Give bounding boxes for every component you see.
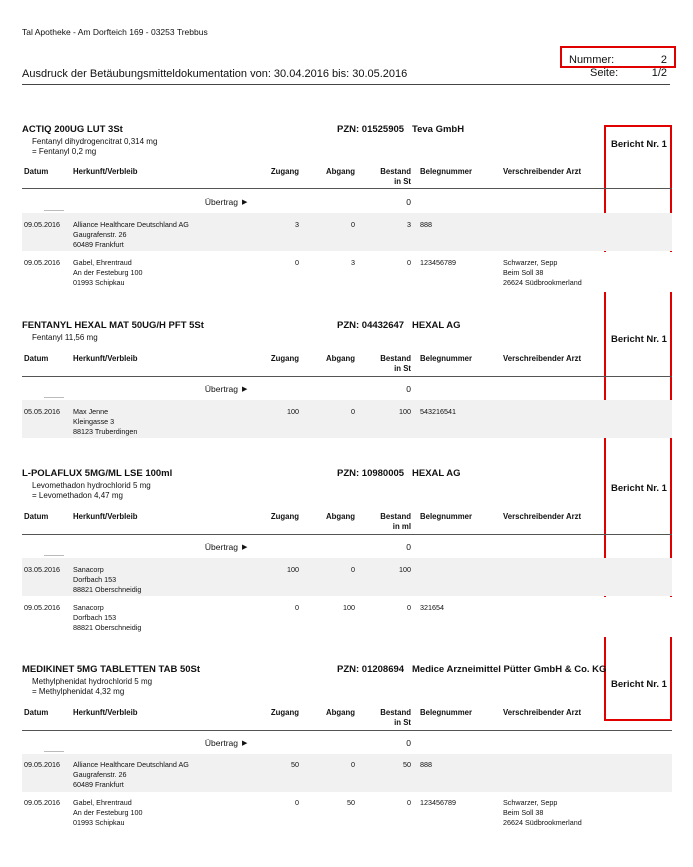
row-arzt-line2: Beim Soll 38 — [503, 268, 544, 277]
uebertrag-label: Übertrag — [204, 738, 238, 748]
row-separator — [44, 210, 64, 211]
product-equivalent: = Methylphenidat 4,32 mg — [32, 687, 125, 696]
row-datum: 03.05.2016 — [24, 565, 60, 574]
row-herkunft-line1: Alliance Healthcare Deutschland AG — [73, 760, 189, 769]
col-belegnummer: Belegnummer — [420, 354, 472, 363]
row-arzt-line1: Schwarzer, Sepp — [503, 798, 558, 807]
product-pzn: PZN: 04432647 — [337, 320, 405, 331]
row-bestand: 0 — [407, 603, 411, 612]
nummer-label: Nummer: — [569, 54, 615, 66]
row-herkunft-line2: Gaugrafenstr. 26 — [73, 230, 127, 239]
uebertrag-label: Übertrag — [204, 542, 238, 552]
play-arrow-icon: ▶ — [242, 386, 248, 393]
col-datum: Datum — [24, 512, 49, 521]
product-name: MEDIKINET 5MG TABLETTEN TAB 50St — [22, 664, 201, 675]
row-beleg: 123456789 — [420, 258, 456, 267]
page-title: Ausdruck der Betäubungsmitteldokumentation von: 30.04.2016 bis: 30.05.2016 — [22, 68, 408, 80]
col-zugang: Zugang — [270, 167, 299, 176]
column-rule — [22, 188, 672, 189]
col-belegnummer: Belegnummer — [420, 512, 472, 521]
pharmacy-address: Tal Apotheke - Am Dorfteich 169 - 03253 Trebbus — [22, 27, 208, 37]
row-beleg: 543216541 — [420, 407, 456, 416]
col-datum: Datum — [24, 167, 49, 176]
row-herkunft-line1: Max Jenne — [73, 407, 109, 416]
seite-value: 1/2 — [651, 67, 667, 79]
product-maker: HEXAL AG — [412, 320, 461, 331]
row-abgang: 50 — [347, 798, 355, 807]
row-datum: 05.05.2016 — [24, 407, 60, 416]
row-zugang: 100 — [287, 565, 299, 574]
header-rule — [22, 84, 670, 85]
col-unit: in ml — [392, 522, 411, 531]
uebertrag-label: Übertrag — [204, 197, 238, 207]
row-datum: 09.05.2016 — [24, 258, 60, 267]
col-arzt: Verschreibender Arzt — [503, 354, 582, 363]
product-pzn: PZN: 01525905 — [337, 124, 405, 135]
col-abgang: Abgang — [325, 512, 355, 521]
row-zugang: 100 — [287, 407, 299, 416]
product-name: ACTIQ 200UG LUT 3St — [22, 124, 123, 135]
uebertrag-value: 0 — [406, 197, 411, 207]
row-bestand: 0 — [407, 258, 411, 267]
row-bestand: 0 — [407, 798, 411, 807]
col-herkunft: Herkunft/Verbleib — [73, 708, 138, 717]
col-arzt: Verschreibender Arzt — [503, 512, 582, 521]
row-arzt-line3: 26624 Südbrookmerland — [503, 818, 582, 827]
product-ingredient: Fentanyl 11,56 mg — [32, 333, 98, 342]
row-arzt-line3: 26624 Südbrookmerland — [503, 278, 582, 287]
bericht-label: Bericht Nr. 1 — [611, 679, 667, 690]
product-ingredient: Methylphenidat hydrochlorid 5 mg — [32, 677, 153, 686]
row-datum: 09.05.2016 — [24, 220, 60, 229]
row-bestand: 100 — [399, 565, 411, 574]
row-abgang: 3 — [351, 258, 355, 267]
col-zugang: Zugang — [270, 512, 299, 521]
row-zugang: 0 — [295, 798, 299, 807]
nummer-highlight-box — [560, 46, 676, 68]
row-bestand: 100 — [399, 407, 411, 416]
product-ingredient: Fentanyl dihydrogencitrat 0,314 mg — [32, 137, 158, 146]
row-herkunft-line1: Gabel, Ehrentraud — [73, 798, 132, 807]
col-herkunft: Herkunft/Verbleib — [73, 354, 138, 363]
row-herkunft-line3: 01993 Schipkau — [73, 278, 125, 287]
row-bestand: 50 — [403, 760, 411, 769]
row-datum: 09.05.2016 — [24, 760, 60, 769]
row-beleg: 123456789 — [420, 798, 456, 807]
row-zugang: 3 — [295, 220, 299, 229]
row-herkunft-line2: An der Festeburg 100 — [73, 268, 143, 277]
col-unit: in St — [394, 718, 411, 727]
row-beleg: 321654 — [420, 603, 444, 612]
column-rule — [22, 534, 672, 535]
col-arzt: Verschreibender Arzt — [503, 708, 582, 717]
col-belegnummer: Belegnummer — [420, 708, 472, 717]
col-datum: Datum — [24, 708, 49, 717]
col-bestand: Bestand — [380, 354, 411, 363]
product-equivalent: = Levomethadon 4,47 mg — [32, 491, 123, 500]
product-maker: HEXAL AG — [412, 468, 461, 479]
seite-label: Seite: — [590, 67, 619, 79]
row-herkunft-line1: Alliance Healthcare Deutschland AG — [73, 220, 189, 229]
row-separator — [44, 751, 64, 752]
col-abgang: Abgang — [325, 167, 355, 176]
col-herkunft: Herkunft/Verbleib — [73, 167, 138, 176]
col-bestand: Bestand — [380, 167, 411, 176]
row-arzt-line2: Beim Soll 38 — [503, 808, 544, 817]
bericht-label: Bericht Nr. 1 — [611, 334, 667, 345]
row-herkunft-line2: An der Festeburg 100 — [73, 808, 143, 817]
bericht-label: Bericht Nr. 1 — [611, 483, 667, 494]
col-abgang: Abgang — [325, 354, 355, 363]
product-maker: Medice Arzneimittel Pütter GmbH & Co. KG — [412, 664, 607, 675]
bericht-label: Bericht Nr. 1 — [611, 139, 667, 150]
row-bestand: 3 — [407, 220, 411, 229]
row-herkunft-line3: 01993 Schipkau — [73, 818, 125, 827]
row-zugang: 0 — [295, 258, 299, 267]
row-herkunft-line3: 60489 Frankfurt — [73, 240, 124, 249]
row-abgang: 0 — [351, 407, 355, 416]
row-herkunft-line3: 88821 Oberschneidig — [73, 585, 142, 594]
col-bestand: Bestand — [380, 708, 411, 717]
row-herkunft-line3: 88821 Oberschneidig — [73, 623, 142, 632]
row-herkunft-line3: 60489 Frankfurt — [73, 780, 124, 789]
uebertrag-value: 0 — [406, 384, 411, 394]
col-bestand: Bestand — [380, 512, 411, 521]
row-herkunft-line2: Gaugrafenstr. 26 — [73, 770, 127, 779]
col-herkunft: Herkunft/Verbleib — [73, 512, 138, 521]
row-abgang: 0 — [351, 565, 355, 574]
col-belegnummer: Belegnummer — [420, 167, 472, 176]
play-arrow-icon: ▶ — [242, 544, 248, 551]
row-beleg: 888 — [420, 220, 432, 229]
product-name: L-POLAFLUX 5MG/ML LSE 100ml — [22, 468, 173, 479]
nummer-value: 2 — [660, 54, 667, 66]
uebertrag-value: 0 — [406, 542, 411, 552]
product-pzn: PZN: 01208694 — [337, 664, 405, 675]
product-equivalent: = Fentanyl 0,2 mg — [32, 147, 97, 156]
column-rule — [22, 730, 672, 731]
play-arrow-icon: ▶ — [242, 199, 248, 206]
row-zugang: 50 — [291, 760, 299, 769]
product-pzn: PZN: 10980005 — [337, 468, 405, 479]
row-abgang: 0 — [351, 760, 355, 769]
row-beleg: 888 — [420, 760, 432, 769]
col-arzt: Verschreibender Arzt — [503, 167, 582, 176]
row-herkunft-line3: 88123 Truberdingen — [73, 427, 138, 436]
row-datum: 09.05.2016 — [24, 603, 60, 612]
uebertrag-label: Übertrag — [204, 384, 238, 394]
col-abgang: Abgang — [325, 708, 355, 717]
row-herkunft-line1: Sanacorp — [73, 565, 104, 574]
play-arrow-icon: ▶ — [242, 740, 248, 747]
col-zugang: Zugang — [270, 354, 299, 363]
row-arzt-line1: Schwarzer, Sepp — [503, 258, 558, 267]
row-herkunft-line2: Kleingasse 3 — [73, 417, 115, 426]
column-rule — [22, 376, 672, 377]
col-zugang: Zugang — [270, 708, 299, 717]
product-name: FENTANYL HEXAL MAT 50UG/H PFT 5St — [22, 320, 204, 331]
row-abgang: 0 — [351, 220, 355, 229]
row-separator — [44, 555, 64, 556]
product-ingredient: Levomethadon hydrochlorid 5 mg — [32, 481, 151, 490]
row-zugang: 0 — [295, 603, 299, 612]
row-abgang: 100 — [343, 603, 355, 612]
row-separator — [44, 397, 64, 398]
uebertrag-value: 0 — [406, 738, 411, 748]
row-herkunft-line2: Dorfbach 153 — [73, 613, 117, 622]
col-datum: Datum — [24, 354, 49, 363]
row-herkunft-line1: Gabel, Ehrentraud — [73, 258, 132, 267]
row-datum: 09.05.2016 — [24, 798, 60, 807]
product-maker: Teva GmbH — [412, 124, 465, 135]
col-unit: in St — [394, 177, 411, 186]
row-herkunft-line2: Dorfbach 153 — [73, 575, 117, 584]
row-herkunft-line1: Sanacorp — [73, 603, 104, 612]
col-unit: in St — [394, 364, 411, 373]
